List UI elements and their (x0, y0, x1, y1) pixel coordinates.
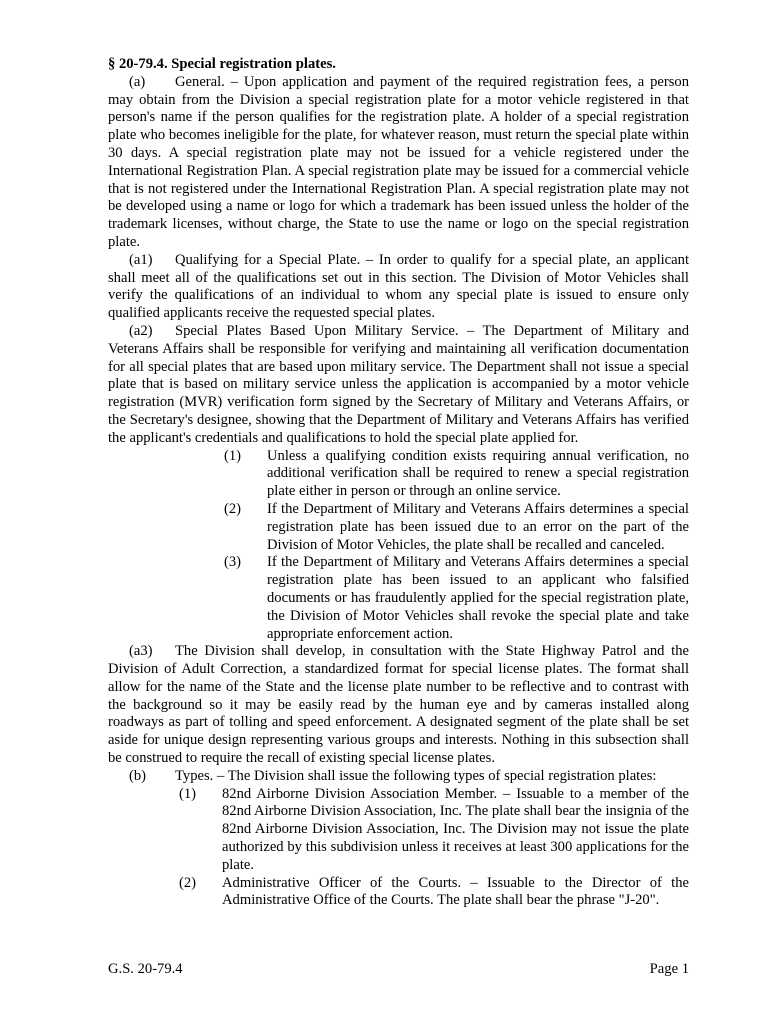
list-item-text: 82nd Airborne Division Association Member. – Issuable to a member of the 82nd Airborne Division Association, Inc. The plate shall bear the insignia of the 82nd Airborne Division Association, Inc. The Division may not issue the plate authorized by this subdivision unless it receives at least 300 applications for the plate. (222, 785, 689, 873)
paragraph-a3-text: The Division shall develop, in consultation with the State Highway Patrol and the Division of Adult Correction, a standardized format for special license plates. The format shall allow for the name of the State and the license plate number to be reflective and to contrast with the background so it may be easily read by the human eye and by cameras installed along roadways as part of tolling and speed enforcement. A designated segment of the plate shall be set aside for unique design representing various groups and interests. Nothing in this subsection shall be construed to require the recall of existing special license plates. (108, 643, 689, 767)
paragraph-a1 (108, 252, 689, 323)
list-item-number: (2) (223, 500, 241, 517)
list-item-text: If the Department of Military and Veterans Affairs determines a special registration plate has been issued due to an error on the part of the Division of Motor Vehicles, the plate shall be recalled and canceled. (267, 500, 689, 553)
list-item-number: (1) (223, 447, 241, 464)
paragraph-b (108, 768, 689, 786)
paragraph-b-label: (b) (129, 767, 147, 784)
list-item (108, 875, 689, 911)
footer-page-number: Page 1 (649, 961, 689, 977)
paragraph-a (108, 74, 689, 252)
paragraph-a3 (108, 643, 689, 768)
paragraph-a-text: General. – Upon application and payment of the required registration fees, a person may obtain from the Division a special registration plate for a motor vehicle registered in that person's name if the person qualifies for the registration plate. A holder of a special registration plate who becomes ineligible for the plate, for whatever reason, must return the special plate within 30 days. A special registration plate may not be issued for a vehicle registered under the International Registration Plan. A special registration plate may be issued for a commercial vehicle that is not registered under the International Registration Plan. A special registration plate may not be developed using a name or logo for which a trademark has been issued unless the holder of the trademark licenses, without charge, the State to use the name or logo on the special registration plate. (108, 73, 689, 250)
paragraph-a2-text: Special Plates Based Upon Military Service. – The Department of Military and Veterans Affairs shall be responsible for verifying and maintaining all verification documentation for all special plates that are based upon military service. The Department shall not issue a special plate that is based on military service unless the application is accompanied by a motor vehicle registration (MVR) verification form signed by the Secretary of Military and Veterans Affairs, or the Secretary's designee, showing that the Department of Military and Veterans Affairs has verified the applicant's credentials and qualifications to hold the special plate applied for. (108, 322, 689, 446)
paragraph-b-text: Types. – The Division shall issue the following types of special registration plates: (175, 767, 657, 784)
list-item (108, 554, 689, 643)
list-item (108, 786, 689, 875)
list-item-text: Unless a qualifying condition exists requiring annual verification, no additional verification shall be required to renew a special registration plate either in person or through an online service. (267, 447, 689, 500)
paragraph-a1-label: (a1) (129, 251, 153, 268)
list-item-number: (2) (178, 874, 196, 891)
paragraph-a2 (108, 323, 689, 448)
document-page (108, 56, 689, 910)
list-item-number: (3) (223, 554, 241, 571)
list-item-text: Administrative Officer of the Courts. – Issuable to the Director of the Administrative Office of the Courts. The plate shall bear the phrase "J-20". (222, 874, 689, 909)
section-title: § 20-79.4. Special registration plates. (108, 56, 336, 72)
paragraph-a-label: (a) (129, 73, 146, 90)
list-item-number: (1) (178, 785, 196, 802)
paragraph-a1-text: Qualifying for a Special Plate. – In order to qualify for a special plate, an applicant shall meet all of the qualifications set out in this section. The Division of Motor Vehicles shall verify the qualifications of an individual to whom any special plate is issued to ensure only qualified applicants receive the requested special plates. (108, 251, 689, 322)
footer-statute-reference: G.S. 20-79.4 (108, 961, 183, 977)
page-footer (108, 961, 689, 979)
list-item (108, 501, 689, 554)
paragraph-a2-label: (a2) (129, 322, 153, 339)
list-item (108, 448, 689, 501)
paragraph-a3-label: (a3) (129, 643, 153, 660)
list-item-text: If the Department of Military and Veterans Affairs determines a special registration plate has been issued to an applicant who falsified documents or has fraudulently applied for the special registration plate, the Division of Motor Vehicles shall revoke the special plate and take appropriate enforcement action. (267, 554, 689, 642)
